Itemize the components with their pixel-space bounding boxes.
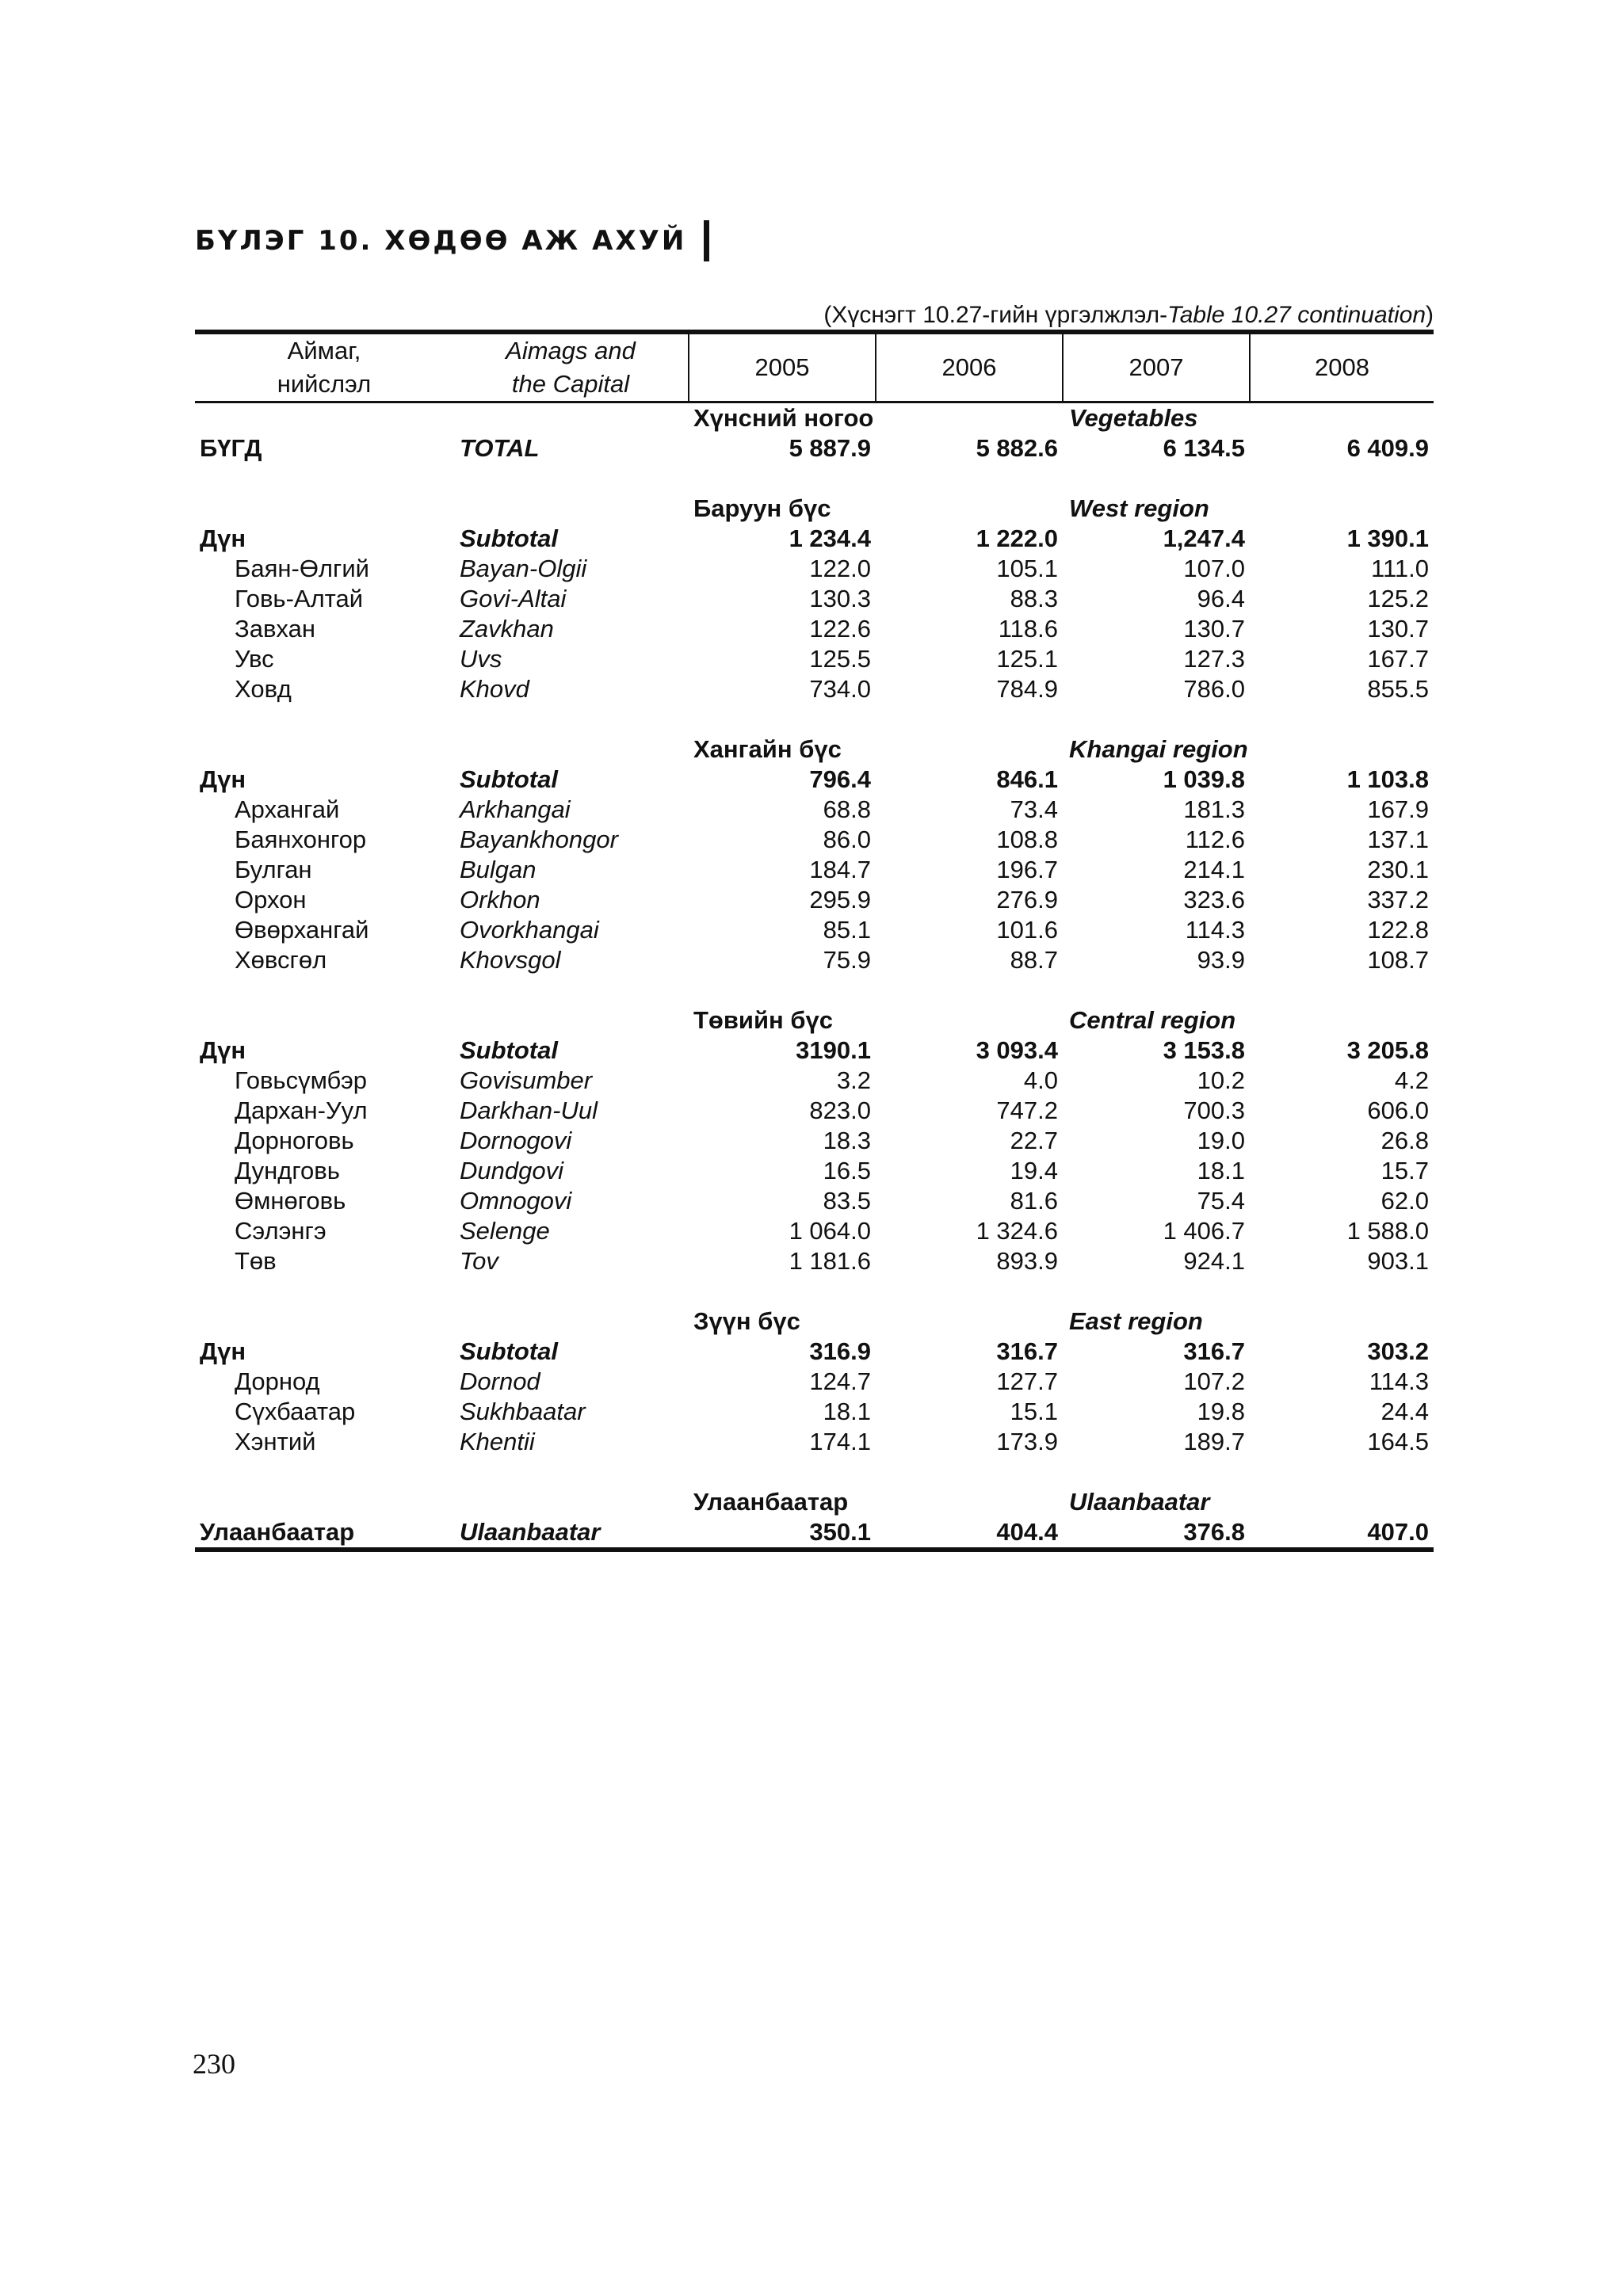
value-cell: 295.9: [809, 886, 871, 913]
row-name-mn: Дундговь: [235, 1157, 340, 1184]
section-label-en: Ulaanbaatar: [1069, 1488, 1210, 1516]
value-cell: 1,247.4: [1163, 524, 1245, 552]
value-cell: 88.3: [1010, 585, 1058, 612]
row-name-en: Orkhon: [460, 886, 540, 913]
value-cell: 107.2: [1183, 1367, 1245, 1395]
value-cell: 214.1: [1183, 856, 1245, 883]
value-cell: 86.0: [823, 826, 871, 853]
value-cell: 796.4: [809, 765, 871, 793]
aimag-row: [195, 1126, 1434, 1156]
value-cell: 101.6: [996, 916, 1058, 944]
row-name-mn: Булган: [235, 856, 312, 883]
row-name-en: Zavkhan: [460, 615, 554, 643]
value-cell: 181.3: [1183, 795, 1245, 823]
row-name-mn: БҮГД: [200, 434, 262, 462]
empty-cell: [195, 1457, 1434, 1487]
empty-cell: [195, 1276, 1434, 1306]
value-cell: 114.3: [1185, 916, 1245, 944]
header-aimags-en: Aimags and the Capital: [453, 332, 689, 402]
value-cell: 75.4: [1197, 1187, 1245, 1215]
spacer-row: [195, 704, 1434, 734]
row-name-mn: Улаанбаатар: [195, 1517, 453, 1550]
value-cell: 108.8: [996, 826, 1058, 853]
aimag-row: [195, 1367, 1434, 1397]
value-cell: 1 039.8: [1163, 765, 1245, 793]
value-cell: 118.6: [998, 615, 1058, 643]
row-name-mn: Орхон: [235, 886, 307, 913]
value-cell: 1 103.8: [1346, 765, 1429, 793]
aimag-row: [195, 1397, 1434, 1427]
value-cell: 4.0: [1023, 1066, 1058, 1094]
row-name-mn: Сэлэнгэ: [235, 1217, 327, 1245]
value-cell: 75.9: [823, 946, 871, 974]
row-name-mn: Архангай: [235, 795, 340, 823]
table-caption: [195, 299, 1434, 331]
row-name-en: Uvs: [460, 645, 502, 673]
value-cell: 19.8: [1197, 1398, 1245, 1425]
value-cell: 276.9: [996, 886, 1058, 913]
aimag-row: [195, 1216, 1434, 1246]
value-cell: 6 134.5: [1163, 434, 1245, 462]
row-name-en: Khentii: [460, 1428, 535, 1455]
value-cell: 407.0: [1250, 1517, 1434, 1550]
row-name-mn: Төв: [235, 1247, 277, 1275]
value-cell: 15.1: [1010, 1398, 1058, 1425]
empty-cell: [453, 494, 689, 524]
row-name-en: Bulgan: [460, 856, 537, 883]
value-cell: 88.7: [1010, 946, 1058, 974]
aimag-row: [195, 1186, 1434, 1216]
region-heading: [195, 734, 1434, 765]
aimag-row: [195, 885, 1434, 915]
row-name-en: Dundgovi: [460, 1157, 563, 1184]
value-cell: 196.7: [996, 856, 1058, 883]
empty-cell: [195, 402, 453, 434]
value-cell: 606.0: [1367, 1097, 1429, 1124]
value-cell: 846.1: [996, 765, 1058, 793]
value-cell: 127.7: [996, 1367, 1058, 1395]
value-cell: 16.5: [823, 1157, 871, 1184]
total-row: [195, 433, 1434, 463]
value-cell: 107.0: [1183, 555, 1245, 582]
empty-cell: [195, 463, 1434, 494]
section-label-mn: Төвийн бүс: [693, 1006, 834, 1034]
value-cell: 10.2: [1197, 1066, 1245, 1094]
value-cell: 122.8: [1367, 916, 1429, 944]
capital-row: [195, 1517, 1434, 1550]
value-cell: 337.2: [1367, 886, 1429, 913]
value-cell: 164.5: [1367, 1428, 1429, 1455]
aimag-row: [195, 554, 1434, 584]
vegetables-table: [195, 330, 1434, 1552]
value-cell: 1 181.6: [789, 1247, 871, 1275]
row-name-mn: Сүхбаатар: [235, 1398, 356, 1425]
row-name-en: Darkhan-Uul: [460, 1097, 598, 1124]
row-name-mn: Дүн: [200, 524, 246, 552]
value-cell: 1 064.0: [789, 1217, 871, 1245]
value-cell: 1 222.0: [976, 524, 1058, 552]
row-name-mn: Дүн: [200, 1036, 246, 1064]
value-cell: 3 205.8: [1346, 1036, 1429, 1064]
section-label-mn: Хүнсний ногоо: [693, 404, 874, 432]
value-cell: 26.8: [1381, 1127, 1429, 1154]
empty-cell: [195, 1005, 453, 1035]
region-heading: [195, 494, 1434, 524]
row-name-en: Ulaanbaatar: [453, 1517, 689, 1550]
value-cell: 105.1: [996, 555, 1058, 582]
aimag-row: [195, 674, 1434, 704]
value-cell: 83.5: [823, 1187, 871, 1215]
aimag-row: [195, 1246, 1434, 1276]
value-cell: 137.1: [1367, 826, 1429, 853]
value-cell: 19.0: [1197, 1127, 1245, 1154]
aimag-row: [195, 915, 1434, 945]
value-cell: 376.8: [1063, 1517, 1250, 1550]
value-cell: 786.0: [1183, 675, 1245, 703]
row-name-mn: Завхан: [235, 615, 315, 643]
row-name-en: TOTAL: [460, 434, 540, 462]
row-name-mn: Өвөрхангай: [235, 916, 369, 944]
row-name-mn: Баян-Өлгий: [235, 555, 369, 582]
value-cell: 3190.1: [796, 1036, 871, 1064]
aimag-row: [195, 614, 1434, 644]
value-cell: 3.2: [836, 1066, 871, 1094]
row-name-en: Khovd: [460, 675, 529, 703]
value-cell: 747.2: [996, 1097, 1058, 1124]
value-cell: 189.7: [1183, 1428, 1245, 1455]
section-vegetables: [195, 402, 1434, 434]
row-name-mn: Дорноговь: [235, 1127, 354, 1154]
value-cell: 700.3: [1183, 1097, 1245, 1124]
value-cell: 24.4: [1381, 1398, 1429, 1425]
value-cell: 1 390.1: [1346, 524, 1429, 552]
spacer-row: [195, 975, 1434, 1005]
value-cell: 73.4: [1010, 795, 1058, 823]
value-cell: 5 887.9: [789, 434, 871, 462]
value-cell: 316.7: [1183, 1337, 1245, 1365]
section-label-en: Vegetables: [1069, 404, 1198, 432]
value-cell: 130.3: [809, 585, 871, 612]
empty-cell: [195, 734, 453, 765]
value-cell: 316.9: [809, 1337, 871, 1365]
row-name-mn: Хөвсгөл: [235, 946, 327, 974]
row-name-mn: Өмнөговь: [235, 1187, 346, 1215]
section-label-mn: Хангайн бүс: [693, 735, 842, 763]
row-name-en: Khovsgol: [460, 946, 561, 974]
value-cell: 1 588.0: [1346, 1217, 1429, 1245]
row-name-mn: Говьсүмбэр: [235, 1066, 368, 1094]
row-name-en: Arkhangai: [460, 795, 571, 823]
row-name-en: Bayan-Olgii: [460, 555, 587, 582]
empty-cell: [195, 494, 453, 524]
value-cell: 823.0: [809, 1097, 871, 1124]
empty-cell: [195, 704, 1434, 734]
row-name-en: Subtotal: [460, 1036, 558, 1064]
subtotal-row: [195, 765, 1434, 795]
value-cell: 734.0: [809, 675, 871, 703]
row-name-mn: Увс: [235, 645, 274, 673]
chapter-title: БҮЛЭГ 10. ХӨДӨӨ АЖ АХУЙ: [195, 225, 687, 257]
aimag-row: [195, 855, 1434, 885]
value-cell: 924.1: [1183, 1247, 1245, 1275]
section-label-en: West region: [1069, 494, 1209, 522]
value-cell: 316.7: [996, 1337, 1058, 1365]
value-cell: 173.9: [996, 1428, 1058, 1455]
aimag-row: [195, 795, 1434, 825]
table-header: [195, 332, 1434, 402]
value-cell: 127.3: [1183, 645, 1245, 673]
row-name-en: Bayankhongor: [460, 826, 618, 853]
subtotal-row: [195, 1035, 1434, 1066]
value-cell: 18.1: [823, 1398, 871, 1425]
header-year-2005: 2005: [689, 332, 876, 402]
row-name-en: Selenge: [460, 1217, 550, 1245]
value-cell: 68.8: [823, 795, 871, 823]
row-name-mn: Говь-Алтай: [235, 585, 364, 612]
row-name-en: Dornogovi: [460, 1127, 572, 1154]
value-cell: 230.1: [1367, 856, 1429, 883]
spacer-row: [195, 463, 1434, 494]
value-cell: 303.2: [1367, 1337, 1429, 1365]
aimag-row: [195, 1096, 1434, 1126]
empty-cell: [195, 1487, 453, 1517]
empty-cell: [453, 1306, 689, 1337]
empty-cell: [453, 1487, 689, 1517]
value-cell: 784.9: [996, 675, 1058, 703]
value-cell: 18.3: [823, 1127, 871, 1154]
value-cell: 3 153.8: [1163, 1036, 1245, 1064]
value-cell: 174.1: [809, 1428, 871, 1455]
row-name-en: Tov: [460, 1247, 498, 1275]
aimag-row: [195, 1156, 1434, 1186]
value-cell: 125.5: [809, 645, 871, 673]
row-name-mn: Дүн: [200, 1337, 246, 1365]
value-cell: 122.6: [809, 615, 871, 643]
spacer-row: [195, 1457, 1434, 1487]
value-cell: 96.4: [1197, 585, 1245, 612]
section-capital: [195, 1487, 1434, 1517]
value-cell: 893.9: [996, 1247, 1058, 1275]
region-heading: [195, 1306, 1434, 1337]
value-cell: 3 093.4: [976, 1036, 1058, 1064]
value-cell: 62.0: [1381, 1187, 1429, 1215]
value-cell: 22.7: [1010, 1127, 1058, 1154]
aimag-row: [195, 1427, 1434, 1457]
value-cell: 184.7: [809, 856, 871, 883]
empty-cell: [195, 1306, 453, 1337]
row-name-en: Govi-Altai: [460, 585, 567, 612]
header-year-2007: 2007: [1063, 332, 1250, 402]
row-name-en: Dornod: [460, 1367, 540, 1395]
value-cell: 1 234.4: [789, 524, 871, 552]
value-cell: 1 406.7: [1163, 1217, 1245, 1245]
row-name-en: Subtotal: [460, 765, 558, 793]
value-cell: 108.7: [1367, 946, 1429, 974]
row-name-mn: Дүн: [200, 765, 246, 793]
value-cell: 350.1: [689, 1517, 876, 1550]
empty-cell: [453, 402, 689, 434]
value-cell: 323.6: [1183, 886, 1245, 913]
header-year-2008: 2008: [1250, 332, 1434, 402]
value-cell: 6 409.9: [1346, 434, 1429, 462]
value-cell: 19.4: [1010, 1157, 1058, 1184]
empty-cell: [195, 975, 1434, 1005]
region-heading: [195, 1005, 1434, 1035]
row-name-mn: Дархан-Уул: [235, 1097, 368, 1124]
row-name-en: Govisumber: [460, 1066, 593, 1094]
chapter-heading: [195, 215, 709, 266]
section-label-en: East region: [1069, 1307, 1203, 1335]
row-name-mn: Дорнод: [235, 1367, 320, 1395]
subtotal-row: [195, 524, 1434, 554]
section-label-en: Central region: [1069, 1006, 1236, 1034]
value-cell: 18.1: [1197, 1157, 1245, 1184]
value-cell: 124.7: [809, 1367, 871, 1395]
spacer-row: [195, 1276, 1434, 1306]
value-cell: 93.9: [1197, 946, 1245, 974]
section-label-en: Khangai region: [1069, 735, 1248, 763]
value-cell: 111.0: [1371, 555, 1429, 582]
value-cell: 130.7: [1367, 615, 1429, 643]
value-cell: 4.2: [1394, 1066, 1429, 1094]
value-cell: 114.3: [1369, 1367, 1429, 1395]
value-cell: 125.1: [996, 645, 1058, 673]
row-name-en: Sukhbaatar: [460, 1398, 586, 1425]
row-name-mn: Баянхонгор: [235, 826, 367, 853]
value-cell: 903.1: [1367, 1247, 1429, 1275]
value-cell: 167.7: [1367, 645, 1429, 673]
section-label-mn: Баруун бүс: [693, 494, 831, 522]
empty-cell: [453, 1005, 689, 1035]
value-cell: 404.4: [876, 1517, 1063, 1550]
value-cell: 112.6: [1185, 826, 1245, 853]
row-name-en: Omnogovi: [460, 1187, 572, 1215]
value-cell: 167.9: [1367, 795, 1429, 823]
caption-italic: Table 10.27 continuation: [1167, 302, 1426, 328]
row-name-mn: Ховд: [235, 675, 292, 703]
value-cell: 855.5: [1367, 675, 1429, 703]
section-label-mn: Улаанбаатар: [693, 1488, 849, 1516]
aimag-row: [195, 945, 1434, 975]
chapter-divider-bar: [704, 220, 709, 261]
value-cell: 15.7: [1381, 1157, 1429, 1184]
value-cell: 85.1: [823, 916, 871, 944]
subtotal-row: [195, 1337, 1434, 1367]
value-cell: 5 882.6: [976, 434, 1058, 462]
empty-cell: [453, 734, 689, 765]
row-name-mn: Хэнтий: [235, 1428, 316, 1455]
aimag-row: [195, 825, 1434, 855]
value-cell: 1 324.6: [976, 1217, 1058, 1245]
header-year-2006: 2006: [876, 332, 1063, 402]
caption-prefix: (Хүснэгт 10.27-гийн үргэлжлэл-: [823, 302, 1168, 328]
aimag-row: [195, 584, 1434, 614]
table-body: [195, 402, 1434, 1550]
row-name-en: Subtotal: [460, 1337, 558, 1365]
value-cell: 125.2: [1367, 585, 1429, 612]
section-label-mn: Зүүн бүс: [693, 1307, 800, 1335]
row-name-en: Ovorkhangai: [460, 916, 599, 944]
aimag-row: [195, 1066, 1434, 1096]
value-cell: 130.7: [1183, 615, 1245, 643]
header-aimag: Аймаг, нийслэл: [195, 332, 453, 402]
value-cell: 81.6: [1010, 1187, 1058, 1215]
caption-suffix: ): [1426, 302, 1434, 328]
aimag-row: [195, 644, 1434, 674]
page-number: 230: [193, 2048, 235, 2080]
value-cell: 122.0: [809, 555, 871, 582]
row-name-en: Subtotal: [460, 524, 558, 552]
